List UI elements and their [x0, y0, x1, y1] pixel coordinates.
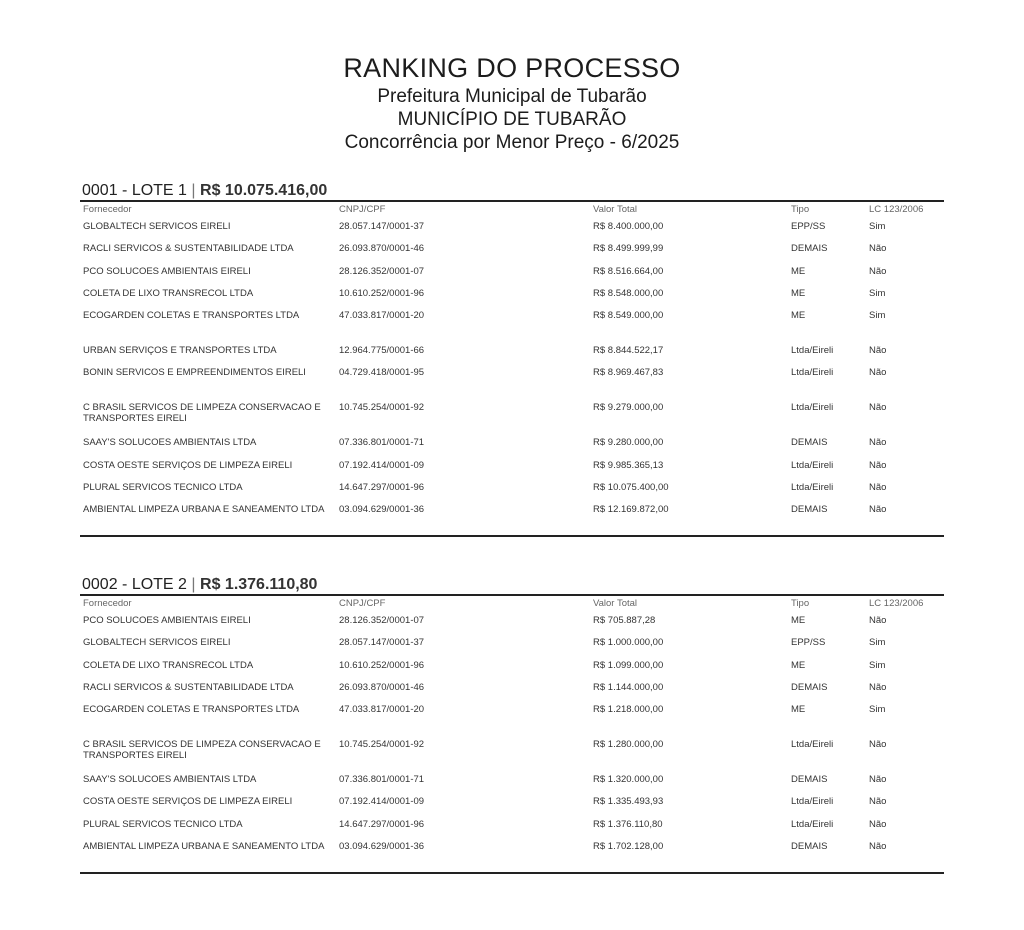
- cell-tipo: ME: [791, 659, 806, 671]
- cell-cnpj: 26.093.870/0001-46: [339, 243, 425, 255]
- cell-lc: Não: [869, 459, 887, 471]
- lot-section-2: [80, 576, 944, 874]
- cell-cnpj: 28.057.147/0001-37: [339, 221, 425, 232]
- cell-cnpj: 04.729.418/0001-95: [339, 367, 425, 379]
- cell-lc: Não: [869, 367, 887, 379]
- cell-valor: R$ 8.844.522,17: [593, 345, 664, 357]
- column-header-cnpj: CNPJ/CPF: [339, 204, 386, 215]
- cell-fornecedor: GLOBALTECH SERVICOS EIRELI: [83, 221, 231, 232]
- cell-tipo: ME: [791, 265, 806, 277]
- lot-code: 0002 - LOTE 2: [82, 576, 187, 593]
- column-header-valor: Valor Total: [593, 598, 638, 609]
- cell-tipo: Ltda/Eireli: [791, 367, 834, 379]
- cell-valor: R$ 1.280.000,00: [593, 739, 664, 751]
- cell-cnpj: 03.094.629/0001-36: [339, 504, 425, 516]
- cell-cnpj: 07.336.801/0001-71: [339, 774, 425, 786]
- table-row: [80, 700, 944, 735]
- table-row: [80, 678, 944, 700]
- table-row: [80, 735, 944, 770]
- lot-amount: R$ 10.075.416,00: [200, 182, 328, 199]
- lot-bottom-rule: [80, 535, 944, 537]
- document-header: [0, 52, 1024, 154]
- cell-valor: R$ 1.144.000,00: [593, 681, 664, 693]
- cell-fornecedor: GLOBALTECH SERVICOS EIRELI: [83, 637, 231, 649]
- cell-valor: R$ 9.985.365,13: [593, 459, 664, 471]
- process-description: Concorrência por Menor Preço - 6/2025: [344, 132, 680, 153]
- ranking-table: [80, 202, 944, 535]
- ranking-table: [80, 596, 944, 872]
- table-row: [80, 500, 944, 535]
- cell-valor: R$ 1.099.000,00: [593, 659, 664, 671]
- cell-valor: R$ 1.702.128,00: [593, 841, 664, 853]
- cell-valor: R$ 8.548.000,00: [593, 287, 664, 299]
- table-body: [80, 217, 944, 535]
- table-row: [80, 837, 944, 872]
- cell-lc: Sim: [869, 704, 886, 716]
- table-row: [80, 815, 944, 837]
- cell-cnpj: 07.336.801/0001-71: [339, 437, 425, 449]
- column-header-fornecedor: Fornecedor: [83, 598, 132, 609]
- cell-tipo: DEMAIS: [791, 243, 828, 255]
- cell-valor: R$ 1.320.000,00: [593, 774, 664, 786]
- cell-tipo: Ltda/Eireli: [791, 345, 834, 357]
- cell-cnpj: 47.033.817/0001-20: [339, 704, 425, 716]
- cell-lc: Não: [869, 841, 887, 853]
- cell-valor: R$ 10.075.400,00: [593, 482, 669, 494]
- cell-valor: R$ 1.218.000,00: [593, 704, 664, 716]
- column-header-cnpj: CNPJ/CPF: [339, 598, 386, 609]
- cell-tipo: EPP/SS: [791, 221, 826, 232]
- cell-cnpj: 26.093.870/0001-46: [339, 681, 425, 693]
- cell-valor: R$ 1.000.000,00: [593, 637, 664, 649]
- cell-cnpj: 03.094.629/0001-36: [339, 841, 425, 853]
- cell-lc: Não: [869, 482, 887, 494]
- column-header-fornecedor: Fornecedor: [83, 204, 132, 215]
- cell-valor: R$ 8.499.999,99: [593, 243, 664, 255]
- table-row: [80, 341, 944, 363]
- cell-lc: Não: [869, 615, 887, 626]
- cell-lc: Não: [869, 504, 887, 516]
- cell-lc: Sim: [869, 310, 886, 322]
- cell-fornecedor: AMBIENTAL LIMPEZA URBANA E SANEAMENTO LTDA: [83, 504, 325, 516]
- cell-tipo: DEMAIS: [791, 681, 828, 693]
- cell-tipo: DEMAIS: [791, 437, 828, 449]
- page-title: RANKING DO PROCESSO: [343, 53, 681, 83]
- lot-separator: |: [191, 182, 196, 199]
- cell-tipo: DEMAIS: [791, 774, 828, 786]
- cell-lc: Não: [869, 265, 887, 277]
- cell-fornecedor: SAAY'S SOLUCOES AMBIENTAIS LTDA: [83, 437, 257, 449]
- cell-lc: Não: [869, 681, 887, 693]
- cell-fornecedor: COLETA DE LIXO TRANSRECOL LTDA: [83, 659, 254, 671]
- cell-fornecedor: RACLI SERVICOS & SUSTENTABILIDADE LTDA: [83, 681, 294, 693]
- cell-fornecedor: SAAY'S SOLUCOES AMBIENTAIS LTDA: [83, 774, 257, 786]
- cell-fornecedor: PLURAL SERVICOS TECNICO LTDA: [83, 482, 243, 494]
- table-body: [80, 611, 944, 872]
- lot-code: 0001 - LOTE 1: [82, 182, 187, 199]
- cell-cnpj: 14.647.297/0001-96: [339, 818, 425, 830]
- cell-cnpj: 10.745.254/0001-92: [339, 739, 425, 751]
- cell-fornecedor: RACLI SERVICOS & SUSTENTABILIDADE LTDA: [83, 243, 294, 255]
- cell-lc: Não: [869, 437, 887, 449]
- cell-tipo: Ltda/Eireli: [791, 796, 834, 808]
- lot-heading: [80, 182, 944, 200]
- cell-fornecedor: BONIN SERVICOS E EMPREENDIMENTOS EIRELI: [83, 367, 306, 379]
- cell-cnpj: 07.192.414/0001-09: [339, 459, 425, 471]
- cell-cnpj: 28.126.352/0001-07: [339, 265, 425, 277]
- table-row: [80, 456, 944, 478]
- column-header-valor: Valor Total: [593, 204, 638, 215]
- column-header-tipo: Tipo: [791, 204, 810, 215]
- cell-lc: Não: [869, 739, 887, 751]
- cell-lc: Não: [869, 345, 887, 357]
- cell-valor: R$ 1.376.110,80: [593, 818, 663, 830]
- cell-fornecedor: COSTA OESTE SERVIÇOS DE LIMPEZA EIRELI: [83, 796, 293, 808]
- cell-valor: R$ 9.280.000,00: [593, 437, 664, 449]
- cell-fornecedor: PLURAL SERVICOS TECNICO LTDA: [83, 818, 243, 830]
- cell-cnpj: 14.647.297/0001-96: [339, 482, 425, 494]
- table-header-row: [80, 596, 944, 611]
- cell-valor: R$ 8.516.664,00: [593, 265, 664, 277]
- cell-lc: Sim: [869, 637, 886, 649]
- lot-amount: R$ 1.376.110,80: [200, 576, 318, 593]
- table-header-row: [80, 202, 944, 217]
- cell-tipo: Ltda/Eireli: [791, 739, 834, 751]
- table-row: [80, 262, 944, 284]
- cell-fornecedor: ECOGARDEN COLETAS E TRANSPORTES LTDA: [83, 704, 300, 716]
- cell-lc: Sim: [869, 287, 886, 299]
- cell-valor: R$ 12.169.872,00: [593, 504, 669, 516]
- cell-cnpj: 47.033.817/0001-20: [339, 310, 425, 322]
- table-row: [80, 611, 944, 633]
- cell-valor: R$ 9.279.000,00: [593, 402, 664, 414]
- table-row: [80, 217, 944, 239]
- cell-tipo: ME: [791, 615, 806, 626]
- table-row: [80, 478, 944, 500]
- table-row: [80, 792, 944, 814]
- cell-fornecedor: C BRASIL SERVICOS DE LIMPEZA CONSERVACAO E TRANSPORTES EIRELI: [83, 739, 321, 762]
- cell-fornecedor: COLETA DE LIXO TRANSRECOL LTDA: [83, 287, 254, 299]
- cell-fornecedor: PCO SOLUCOES AMBIENTAIS EIRELI: [83, 615, 251, 626]
- table-row: [80, 284, 944, 306]
- table-row: [80, 306, 944, 341]
- cell-tipo: Ltda/Eireli: [791, 818, 834, 830]
- cell-valor: R$ 1.335.493,93: [593, 796, 664, 808]
- table-row: [80, 363, 944, 398]
- cell-tipo: Ltda/Eireli: [791, 402, 834, 414]
- cell-cnpj: 07.192.414/0001-09: [339, 796, 425, 808]
- cell-tipo: DEMAIS: [791, 504, 828, 516]
- cell-tipo: Ltda/Eireli: [791, 459, 834, 471]
- cell-fornecedor: COSTA OESTE SERVIÇOS DE LIMPEZA EIRELI: [83, 459, 293, 471]
- lot-separator: |: [191, 576, 196, 593]
- cell-tipo: ME: [791, 287, 806, 299]
- table-row: [80, 633, 944, 655]
- cell-valor: R$ 8.400.000,00: [593, 221, 664, 232]
- cell-fornecedor: ECOGARDEN COLETAS E TRANSPORTES LTDA: [83, 310, 300, 322]
- cell-fornecedor: URBAN SERVIÇOS E TRANSPORTES LTDA: [83, 345, 277, 357]
- cell-tipo: DEMAIS: [791, 841, 828, 853]
- table-row: [80, 398, 944, 433]
- cell-cnpj: 28.126.352/0001-07: [339, 615, 425, 626]
- cell-lc: Sim: [869, 659, 886, 671]
- lot-heading: [80, 576, 944, 594]
- cell-valor: R$ 8.549.000,00: [593, 310, 664, 322]
- cell-lc: Não: [869, 796, 887, 808]
- column-header-tipo: Tipo: [791, 598, 810, 609]
- column-header-lc: LC 123/2006: [869, 204, 924, 215]
- cell-tipo: ME: [791, 704, 806, 716]
- municipality-name: MUNICÍPIO DE TUBARÃO: [397, 109, 627, 130]
- cell-lc: Não: [869, 243, 887, 255]
- column-header-lc: LC 123/2006: [869, 598, 924, 609]
- cell-fornecedor: AMBIENTAL LIMPEZA URBANA E SANEAMENTO LTDA: [83, 841, 325, 853]
- cell-lc: Não: [869, 818, 887, 830]
- cell-lc: Não: [869, 774, 887, 786]
- table-row: [80, 656, 944, 678]
- cell-tipo: Ltda/Eireli: [791, 482, 834, 494]
- cell-cnpj: 10.745.254/0001-92: [339, 402, 425, 414]
- cell-lc: Sim: [869, 221, 886, 232]
- cell-cnpj: 28.057.147/0001-37: [339, 637, 425, 649]
- organization-name: Prefeitura Municipal de Tubarão: [377, 86, 647, 107]
- cell-fornecedor: PCO SOLUCOES AMBIENTAIS EIRELI: [83, 265, 251, 277]
- lot-section-1: [80, 182, 944, 537]
- cell-cnpj: 10.610.252/0001-96: [339, 659, 425, 671]
- cell-cnpj: 12.964.775/0001-66: [339, 345, 425, 357]
- cell-fornecedor: C BRASIL SERVICOS DE LIMPEZA CONSERVACAO E TRANSPORTES EIRELI: [83, 402, 321, 425]
- lot-bottom-rule: [80, 872, 944, 874]
- cell-valor: R$ 705.887,28: [593, 615, 656, 626]
- cell-cnpj: 10.610.252/0001-96: [339, 287, 425, 299]
- cell-tipo: ME: [791, 310, 806, 322]
- cell-valor: R$ 8.969.467,83: [593, 367, 664, 379]
- table-row: [80, 239, 944, 261]
- cell-lc: Não: [869, 402, 887, 414]
- table-row: [80, 770, 944, 792]
- cell-tipo: EPP/SS: [791, 637, 826, 649]
- table-row: [80, 433, 944, 455]
